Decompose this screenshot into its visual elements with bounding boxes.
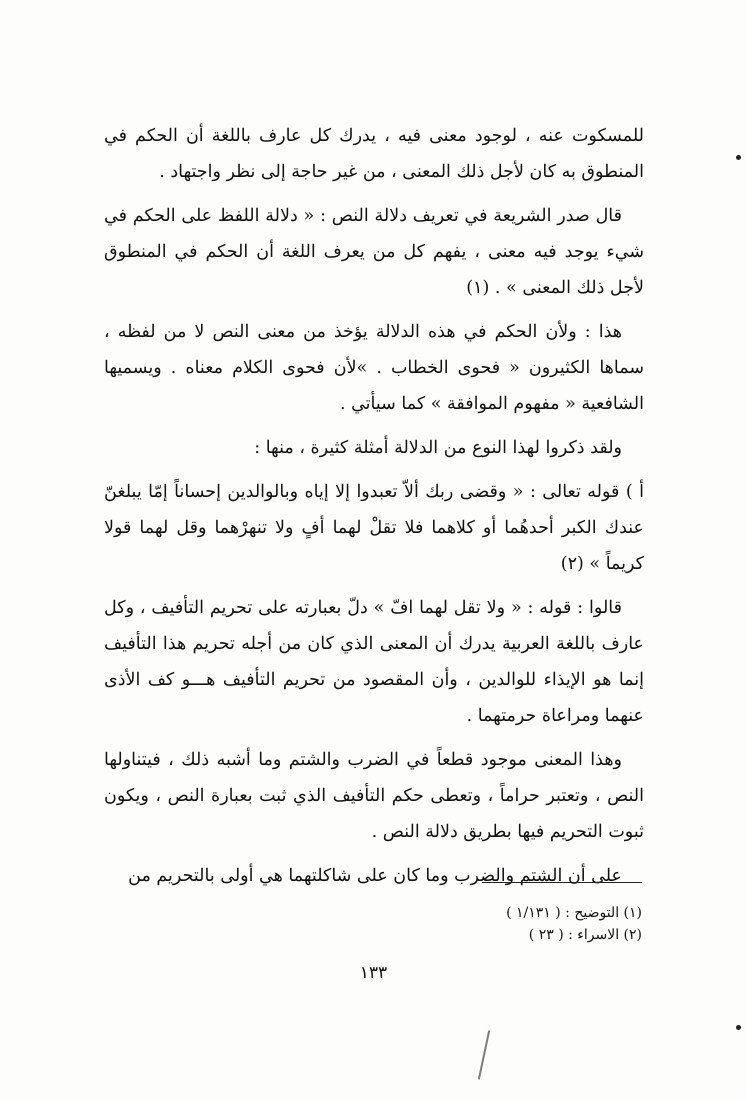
page-number: ١٣٣ (359, 963, 388, 983)
scan-artifact-mark (478, 1030, 490, 1079)
paragraph-2: قال صدر الشريعة في تعريف دلالة النص : « دلالة اللفظ على الحكم في شيء يوجد فيه معنى ، يفهم كل من يعرف اللغة أن الحكم في المنطوق لأجل ذلك المعنى » . (١) (104, 206, 644, 298)
footnote-1: (١) التوضيح : ( ١/١٣١ ) (506, 905, 642, 921)
paragraph-8: على أن الشتم والضرب وما كان على شاكلتهما هي أولى بالتحريم من (128, 866, 622, 886)
footnote-divider (482, 882, 642, 883)
main-text (104, 118, 644, 902)
paragraph-3: هذا : ولأن الحكم في هذه الدلالة يؤخذ من معنى النص لا من لفظه ، سماها الكثيرون « فحوى الخطاب . »لأن فحوى الكلام معناه . ويسميها الشافعية « مفهوم الموافقة » كما سيأتي . (104, 322, 644, 414)
margin-mark-top (736, 155, 741, 160)
footnotes (300, 902, 642, 946)
paragraph-1: للمسكوت عنه ، لوجود معنى فيه ، يدرك كل عارف باللغة أن الحكم في المنطوق به كان لأجل ذلك المعنى ، من غير حاجة إلى نظر واجتهاد . (104, 126, 644, 182)
footnote-2: (٢) الاسراء : ( ٢٣ ) (528, 927, 642, 943)
paragraph-7: وهذا المعنى موجود قطعاً في الضرب والشتم وما أشبه ذلك ، فيتناولها النص ، وتعتبر حراماً ، وتعطى حكم التأفيف الذي ثبت بعبارة النص ، ويكون ثبوت التحريم فيها بطريق دلالة النص . (104, 750, 644, 842)
margin-mark-bottom (736, 1025, 741, 1030)
paragraph-6: قالوا : قوله : « ولا تقل لهما افّ » دلّ بعبارته على تحريم التأفيف ، وكل عارف باللغة العربية يدرك أن المعنى الذي كان من أجله تحريم هذا التأفيف إنما هو الإيذاء للوالدين ، وأن المقصود من تحريم التأفيف هـــو كف الأذى عنهما ومراعاة حرمتهما . (104, 598, 644, 726)
paragraph-5: أ ) قوله تعالى : « وقضى ربك ألاّ تعبدوا إلا إياه وبالوالدين إحساناً إمّا يبلغنّ عندك الكبر أحدهُما أو كلاهما فلا تقلْ لهما أفٍ ولا تنهرْهما وقل لهما قولا كريماً » (٢) (104, 482, 644, 574)
paragraph-4: ولقد ذكروا لهذا النوع من الدلالة أمثلة كثيرة ، منها : (254, 438, 622, 458)
